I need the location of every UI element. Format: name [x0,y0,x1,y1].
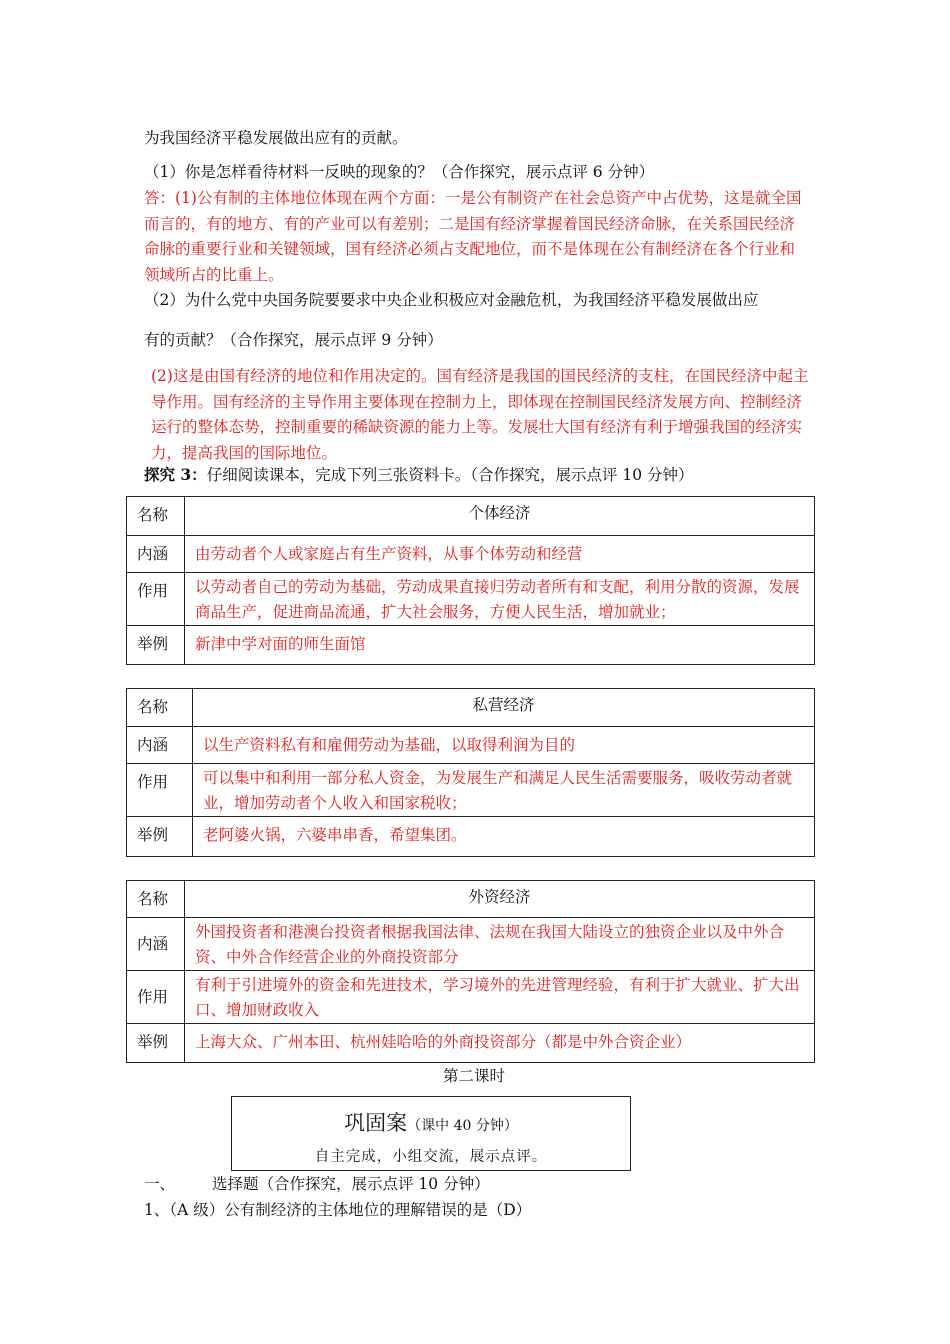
question-2-line-2: 有的贡献？（合作探究，展示点评 9 分钟） [144,331,443,349]
card-name-label: 名称 [127,881,185,918]
card-name-label: 名称 [127,689,193,727]
card-def: 以生产资料私有和雇佣劳动为基础，以取得利润为目的 [193,727,815,764]
question-item-1: 1、（A 级）公有制经济的主体地位的理解错误的是（D） [144,1201,532,1219]
card-role-label: 作用 [127,971,185,1024]
card-role-label: 作用 [127,573,185,626]
card-name: 个体经济 [185,497,815,536]
card-def-label: 内涵 [127,536,185,573]
card-def: 由劳动者个人或家庭占有生产资料，从事个体劳动和经营 [185,536,815,573]
card-name: 外资经济 [185,881,815,918]
card-role-label: 作用 [127,764,193,817]
intro-line: 为我国经济平稳发展做出应有的贡献。 [144,129,408,147]
card-def-label: 内涵 [127,918,185,971]
answer-1: 答：(1)公有制的主体地位体现在两个方面：一是公有制资产在社会总资产中占优势，这是就全国而言的，有的地方、有的产业可以有差别；二是国有经济掌握着国民经济命脉，在关系国民经济命脉的重要行业和关键领域，国有经济必须占支配地位，而不是体现在公有制经济在各个行业和领域所占的比重上。 [144,189,802,284]
card-def-label: 内涵 [127,727,193,764]
box-time: （课中 40 分钟） [407,1118,518,1134]
explore-3-label: 探究 3： [144,465,207,484]
question-1: （1）你是怎样看待材料一反映的现象的？（合作探究，展示点评 6 分钟） [144,163,655,181]
card-example: 上海大众、广州本田、杭州娃哈哈的外商投资部分（都是中外合资企业） [185,1024,815,1063]
card-role: 以劳动者自己的劳动为基础，劳动成果直接归劳动者所有和支配，利用分散的资源，发展商品生产，促进商品流通，扩大社会服务，方便人民生活，增加就业； [185,573,815,626]
card-example-label: 举例 [127,626,185,665]
card-example: 新津中学对面的师生面馆 [185,626,815,665]
card-name: 私营经济 [193,689,815,727]
lesson-2-heading: 第二课时 [443,1067,506,1085]
card-example-label: 举例 [127,1024,185,1063]
card-role: 可以集中和利用一部分私人资金，为发展生产和满足人民生活需要服务，吸收劳动者就业，增加劳动者个人收入和国家税收； [193,764,815,817]
explore-3-text: 仔细阅读课本，完成下列三张资料卡。（合作探究，展示点评 10 分钟） [206,466,694,484]
section-1-number: 一、 [144,1175,176,1193]
question-2-line-1: （2）为什么党中央国务院要要求中央企业积极应对金融危机，为我国经济平稳发展做出应 [144,291,759,309]
card-name-label: 名称 [127,497,185,536]
info-card-foreign [126,880,815,1063]
info-card-individual [126,496,815,665]
card-role: 有利于引进境外的资金和先进技术，学习境外的先进管理经验，有利于扩大就业、扩大出口、增加财政收入 [185,971,815,1024]
box-title: 巩固案 [344,1111,408,1135]
section-1-title: 选择题（合作探究，展示点评 10 分钟） [212,1175,490,1193]
explore-3 [144,463,694,485]
consolidation-box [231,1096,631,1171]
info-card-private [126,688,815,857]
card-def: 外国投资者和港澳台投资者根据我国法律、法规在我国大陆设立的独资企业以及中外合资、中外合作经营企业的外商投资部分 [185,918,815,971]
card-example-label: 举例 [127,817,193,857]
box-subtitle: 自主完成，小组交流，展示点评。 [314,1149,548,1165]
card-example: 老阿婆火锅，六婆串串香，希望集团。 [193,817,815,857]
answer-2: (2)这是由国有经济的地位和作用决定的。国有经济是我国的国民经济的支柱，在国民经济中起主导作用。国有经济的主导作用主要体现在控制力上，即体现在控制国民经济发展方向、控制经济运行的整体态势，控制重要的稀缺资源的能力上等。发展壮大国有经济有利于增强我国的经济实力，提高我国的国际地位。 [151,367,809,462]
